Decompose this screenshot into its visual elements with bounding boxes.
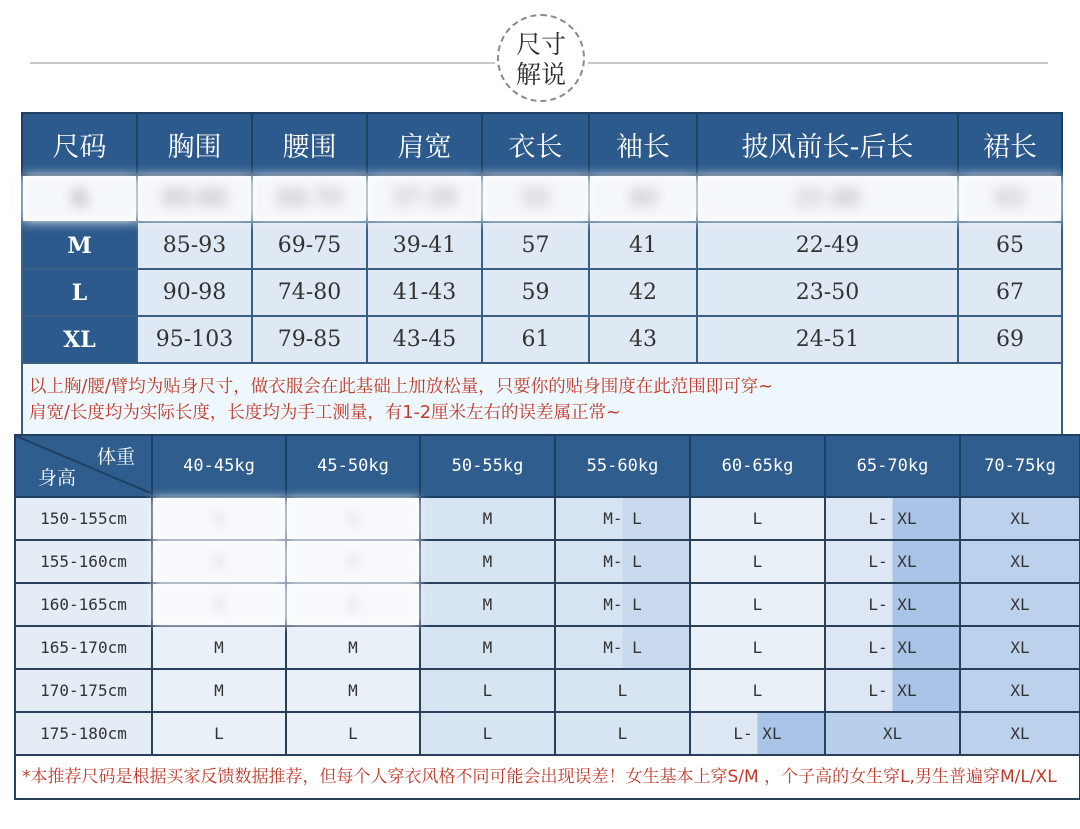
fit-cell: M- L	[555, 540, 690, 583]
weight-header: 50-55kg	[420, 435, 555, 497]
fit-cell: L- XL	[825, 497, 960, 540]
fit-cell: M- L	[555, 583, 690, 626]
fit-cell: S	[152, 497, 286, 540]
corner-weight-label: 体重	[96, 446, 135, 468]
value-cell: 40	[589, 175, 697, 222]
value-cell: 41-43	[367, 269, 482, 316]
weight-header: 60-65kg	[690, 435, 825, 497]
value-cell: 85-93	[137, 222, 252, 269]
fit-cell: M- L	[555, 626, 690, 669]
fit-header-row	[15, 435, 1080, 497]
fit-cell: L- XL	[690, 712, 825, 755]
fit-cell: M	[286, 669, 420, 712]
weight-header: 65-70kg	[825, 435, 960, 497]
header-length: 衣长	[482, 113, 589, 175]
height-cell: 175-180cm	[15, 712, 152, 755]
fit-cell: XL	[960, 712, 1080, 755]
fit-cell: L- XL	[825, 669, 960, 712]
fit-row	[15, 712, 1080, 755]
header-waist: 腰围	[252, 113, 367, 175]
height-cell: 150-155cm	[15, 497, 152, 540]
fit-cell: L	[420, 712, 555, 755]
value-cell: 74-80	[252, 269, 367, 316]
value-cell: 64-70	[252, 175, 367, 222]
fit-cell: M	[420, 497, 555, 540]
weight-header: 45-50kg	[286, 435, 420, 497]
height-cell: 170-175cm	[15, 669, 152, 712]
fit-cell: S	[152, 540, 286, 583]
fit-cell: XL	[960, 626, 1080, 669]
header-size: 尺码	[22, 113, 137, 175]
fit-cell: L	[690, 540, 825, 583]
weight-header: 70-75kg	[960, 435, 1080, 497]
corner-height-label: 身高	[38, 467, 77, 489]
fit-cell: L	[555, 669, 690, 712]
value-cell: 41	[589, 222, 697, 269]
size-cell: L	[22, 269, 137, 316]
value-cell: 23-50	[697, 269, 958, 316]
size-note-line-2: 肩宽/长度均为实际长度，长度均为手工测量，有1-2厘米左右的误差属正常~	[29, 403, 621, 423]
weight-header: 40-45kg	[152, 435, 286, 497]
fit-cell: L	[690, 497, 825, 540]
header-skirt-length: 裙长	[958, 113, 1062, 175]
fit-cell: S	[286, 540, 420, 583]
fit-cell: L	[555, 712, 690, 755]
value-cell: 39-41	[367, 222, 482, 269]
fit-cell: XL	[960, 540, 1080, 583]
fit-cell: S	[286, 497, 420, 540]
value-cell: 67	[958, 269, 1062, 316]
divider-left	[30, 62, 495, 64]
size-row-m	[22, 222, 1062, 269]
value-cell: 37-39	[367, 175, 482, 222]
badge-line-1: 尺寸	[515, 30, 566, 59]
fit-cell: M	[152, 626, 286, 669]
size-row-s	[22, 175, 1062, 222]
value-cell: 24-51	[697, 316, 958, 363]
fit-cell: XL	[960, 669, 1080, 712]
corner-header	[15, 435, 152, 497]
value-cell: 65	[958, 222, 1062, 269]
value-cell: 55	[482, 175, 589, 222]
height-cell: 165-170cm	[15, 626, 152, 669]
header-chest: 胸围	[137, 113, 252, 175]
fit-cell: L- XL	[825, 540, 960, 583]
fit-note-row	[15, 755, 1080, 799]
size-guide-badge	[497, 14, 585, 102]
fit-cell: XL	[960, 497, 1080, 540]
value-cell: 80-88	[137, 175, 252, 222]
fit-cell: M	[152, 669, 286, 712]
fit-cell: M	[286, 626, 420, 669]
fit-cell: M	[420, 626, 555, 669]
value-cell: 57	[482, 222, 589, 269]
value-cell: 90-98	[137, 269, 252, 316]
fit-cell: M	[420, 540, 555, 583]
size-cell: XL	[22, 316, 137, 363]
value-cell: 61	[482, 316, 589, 363]
size-note-line-1: 以上胸/腰/臂均为贴身尺寸，做衣服会在此基础上加放松量，只要你的贴身围度在此范围即可穿~	[29, 377, 773, 397]
fit-cell: L	[152, 712, 286, 755]
fit-cell: L	[690, 669, 825, 712]
value-cell: 22-49	[697, 222, 958, 269]
size-cell: M	[22, 222, 137, 269]
fit-row	[15, 669, 1080, 712]
height-cell: 155-160cm	[15, 540, 152, 583]
fit-cell: L	[420, 669, 555, 712]
header-cape-length: 披风前长-后长	[697, 113, 958, 175]
fit-cell: L- XL	[825, 583, 960, 626]
value-cell: 69-75	[252, 222, 367, 269]
divider-right	[588, 62, 1048, 64]
size-chart-table	[21, 112, 1063, 438]
header-shoulder: 肩宽	[367, 113, 482, 175]
value-cell: 59	[482, 269, 589, 316]
fit-row	[15, 497, 1080, 540]
header-sleeve: 袖长	[589, 113, 697, 175]
fit-cell: M- L	[555, 497, 690, 540]
fit-note: *本推荐尺码是根据买家反馈数据推荐，但每个人穿衣风格不同可能会出现误差！女生基本上穿S/M ，个子高的女生穿L,男生普遍穿M/L/XL	[15, 755, 1080, 799]
weight-header: 55-60kg	[555, 435, 690, 497]
value-cell: 21-48	[697, 175, 958, 222]
fit-recommendation-table	[14, 434, 1080, 800]
value-cell: 43-45	[367, 316, 482, 363]
fit-cell: XL	[960, 583, 1080, 626]
fit-row	[15, 583, 1080, 626]
value-cell: 79-85	[252, 316, 367, 363]
size-row-xl	[22, 316, 1062, 363]
size-row-l	[22, 269, 1062, 316]
value-cell: 95-103	[137, 316, 252, 363]
fit-cell: XL	[825, 712, 960, 755]
size-cell: S	[22, 175, 137, 222]
height-cell: 160-165cm	[15, 583, 152, 626]
badge-line-2: 解说	[515, 60, 566, 89]
fit-cell: L	[690, 626, 825, 669]
size-note-row	[22, 363, 1062, 437]
fit-cell: L	[286, 712, 420, 755]
fit-cell: S	[286, 583, 420, 626]
fit-row	[15, 540, 1080, 583]
fit-cell: L- XL	[825, 626, 960, 669]
fit-cell: L	[690, 583, 825, 626]
size-chart-header-row	[22, 113, 1062, 175]
value-cell: 43	[589, 316, 697, 363]
value-cell: 69	[958, 316, 1062, 363]
fit-row	[15, 626, 1080, 669]
value-cell: 63	[958, 175, 1062, 222]
value-cell: 42	[589, 269, 697, 316]
fit-cell: S	[152, 583, 286, 626]
size-note	[22, 363, 1062, 437]
fit-cell: M	[420, 583, 555, 626]
